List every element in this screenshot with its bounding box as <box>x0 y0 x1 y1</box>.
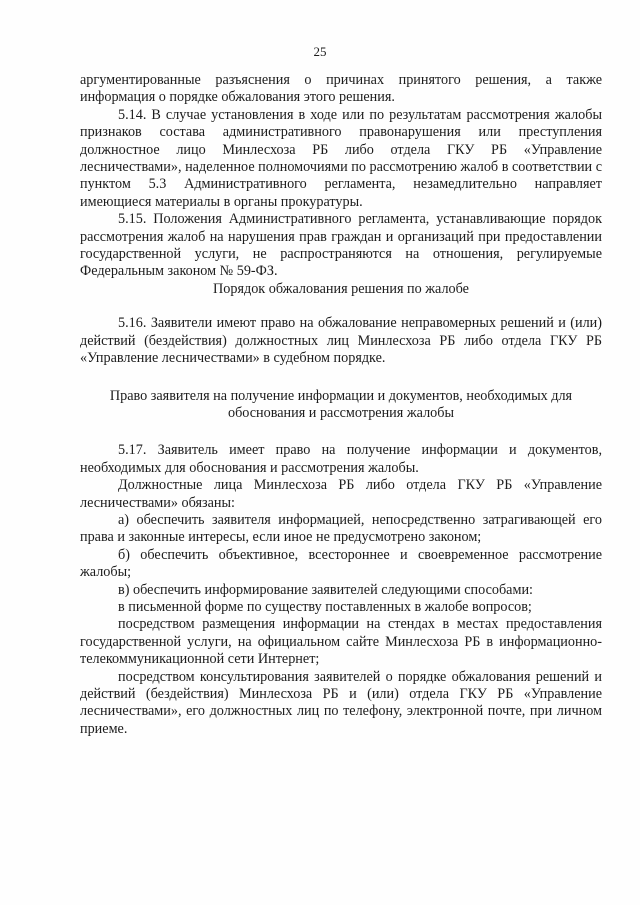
document-body <box>80 72 602 738</box>
paragraph: а) обеспечить заявителя информацией, непосредственно затрагивающей его права и законные интересы, если иное не предусмотрено законом; <box>80 511 602 546</box>
paragraph: посредством консультирования заявителей о порядке обжалования решений и действий (бездействия) Минлесхоза РБ и (или) отдела ГКУ РБ «Управление лесничествами», его должностных лиц по телефону, электронной почте, при личном приеме. <box>80 668 602 737</box>
paragraph: б) обеспечить объективное, всестороннее и своевременное рассмотрение жалобы; <box>80 546 602 581</box>
paragraph: Должностные лица Минлесхоза РБ либо отдела ГКУ РБ «Управление лесничествами» обязаны: <box>80 477 602 511</box>
paragraph: 5.15. Положения Административного регламента, устанавливающие порядок рассмотрения жалоб на нарушения прав граждан и организаций при предоставлении государственной услуги, не распространяются на отношения, регулируемые Федеральным законом № 59-ФЗ. <box>80 211 602 280</box>
paragraph: 5.16. Заявители имеют право на обжалование неправомерных решений и (или) действий (бездействия) должностных лиц Минлесхоза РБ либо отдела ГКУ РБ «Управление лесничествами» в судебном порядке. <box>80 315 602 367</box>
paragraph: в письменной форме по существу поставленных в жалобе вопросов; <box>118 598 532 615</box>
paragraph: 5.17. Заявитель имеет право на получение информации и документов, необходимых для обоснования и рассмотрения жалобы. <box>80 442 602 476</box>
section-heading: Право заявителя на получение информации и документов, необходимых для обоснования и рассмотрения жалобы <box>109 387 573 421</box>
spacer <box>80 298 602 315</box>
paragraph: в) обеспечить информирование заявителей следующими способами: <box>118 581 533 598</box>
paragraph: 5.14. В случае установления в ходе или по результатам рассмотрения жалобы признаков состава административного правонарушения или преступления должностное лицо Минлесхоза РБ либо отдела ГКУ РБ «Управление лесничествами», наделенное полномочиями по рассмотрению жалоб в соответствии с пунктом 5.3 Административного регламента, незамедлительно направляет имеющиеся материалы в органы прокуратуры. <box>80 106 602 210</box>
spacer <box>80 368 602 388</box>
section-heading: Порядок обжалования решения по жалобе <box>213 280 469 297</box>
paragraph: аргументированные разъяснения о причинах принятого решения, а также информация о порядке обжалования этого решения. <box>80 72 602 106</box>
spacer <box>80 422 602 442</box>
page-number: 25 <box>313 44 327 59</box>
paragraph: посредством размещения информации на стендах в местах предоставления государственной услуги, на официальном сайте Минлесхоза РБ в информационно-телекоммуникационной сети Интернет; <box>80 616 602 668</box>
